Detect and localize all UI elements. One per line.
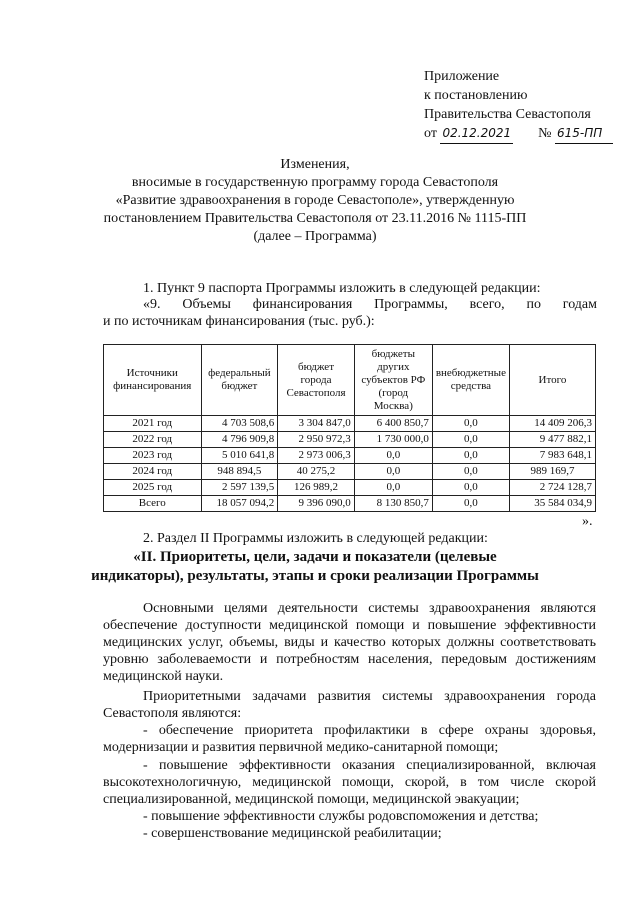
table-cell: 2 597 139,5 (201, 480, 278, 496)
table-cell: 2023 год (104, 448, 202, 464)
table-cell: 9 396 090,0 (278, 496, 355, 512)
section-heading-line-2: индикаторы), результаты, этапы и сроки реализации Программы (91, 568, 539, 584)
table-header-row (104, 345, 596, 416)
table-cell: 2025 год (104, 480, 202, 496)
appendix-date-line (424, 124, 613, 144)
table-row (104, 464, 596, 480)
table-cell: 4 703 508,6 (201, 416, 278, 432)
table-cell: 2022 год (104, 432, 202, 448)
table-cell: 8 130 850,7 (354, 496, 432, 512)
table-cell: 2 973 006,3 (278, 448, 355, 464)
title-line-3: «Развитие здравоохранения в городе Севастополе», утвержденную (115, 193, 515, 208)
document-title (0, 156, 630, 246)
number-prefix: № (538, 126, 552, 141)
bullet-item: - совершенствование медицинской реабилитации; (143, 826, 442, 841)
header-sources: Источники финансирования (104, 345, 202, 416)
appendix-line-1: Приложение (424, 69, 500, 84)
table-cell: 7 983 648,1 (509, 448, 595, 464)
title-line-5: (далее – Программа) (253, 229, 377, 244)
bullet-item: - повышение эффективности службы родовспоможения и детства; (143, 809, 539, 824)
section-heading (0, 548, 630, 586)
table-cell: 0,0 (432, 480, 509, 496)
title-line-4: постановлением Правительства Севастополя от 23.11.2016 № 1115-ПП (103, 211, 527, 226)
header-total: Итого (509, 345, 595, 416)
table-cell: Всего (104, 496, 202, 512)
table-cell: 989 169,7 (509, 464, 595, 480)
header-extrabudget: внебюджетные средства (432, 345, 509, 416)
table-cell: 3 304 847,0 (278, 416, 355, 432)
table-cell: 0,0 (432, 496, 509, 512)
table-cell: 0,0 (432, 416, 509, 432)
financing-table (103, 344, 596, 512)
header-federal: федеральный бюджет (201, 345, 278, 416)
paragraph-tasks: Приоритетными задачами развития системы здравоохранения города Севастополя являются: (103, 689, 596, 721)
handwritten-date: 02.12.2021 (440, 124, 513, 144)
table-cell: 2021 год (104, 416, 202, 432)
table-cell: 2024 год (104, 464, 202, 480)
date-prefix: от (424, 126, 437, 141)
table-row (104, 432, 596, 448)
title-line-1: Изменения, (280, 157, 350, 172)
table-cell: 2 724 128,7 (509, 480, 595, 496)
table-cell: 0,0 (354, 480, 432, 496)
header-other-regions: бюджеты других субъектов РФ (город Москва) (354, 345, 432, 416)
table-cell: 1 730 000,0 (354, 432, 432, 448)
quote-close: ». (582, 514, 593, 529)
table-cell: 0,0 (432, 432, 509, 448)
table-cell: 126 989,2 (278, 480, 355, 496)
bullet-item: - обеспечение приоритета профилактики в сфере охраны здоровья, модернизации и развития первичной медико-санитарной помощи; (103, 723, 596, 755)
item-2-text: 2. Раздел II Программы изложить в следующей редакции: (143, 531, 488, 546)
table-cell: 14 409 206,3 (509, 416, 595, 432)
table-cell: 948 894,5 (201, 464, 278, 480)
table-cell: 9 477 882,1 (509, 432, 595, 448)
table-cell: 40 275,2 (278, 464, 355, 480)
appendix-block (424, 67, 613, 144)
handwritten-number: 615-ПП (555, 124, 613, 144)
bullet-item: - повышение эффективности оказания специализированной, включая высокотехнологичную, медицинской помощи, скорой, в том числе скорой специализированной, медицинской помощи, медицинской эвакуации; (103, 758, 596, 807)
table-cell: 0,0 (354, 464, 432, 480)
appendix-line-3: Правительства Севастополя (424, 107, 591, 122)
appendix-line-2: к постановлению (424, 88, 528, 103)
paragraph-goals: Основными целями деятельности системы здравоохранения являются обеспечение доступности медицинской помощи и повышение эффективности медицинских услуг, объемы, виды и качество которых должны соответствовать уровню заболеваемости и потребностям населения, передовым достижениям медицинской науки. (103, 601, 596, 684)
table-row (104, 448, 596, 464)
table-row (104, 416, 596, 432)
table-cell: 4 796 909,8 (201, 432, 278, 448)
table-cell: 2 950 972,3 (278, 432, 355, 448)
quote-9-line-2: и по источникам финансирования (тыс. руб.): (103, 314, 375, 329)
table-cell: 5 010 641,8 (201, 448, 278, 464)
table-cell: 18 057 094,2 (201, 496, 278, 512)
section-heading-line-1: «II. Приоритеты, цели, задачи и показатели (целевые (133, 549, 497, 565)
table-cell: 0,0 (432, 448, 509, 464)
quote-9-line-1: «9. Объемы финансирования Программы, всего, по годам (143, 297, 597, 312)
table-cell: 35 584 034,9 (509, 496, 595, 512)
table-cell: 0,0 (354, 448, 432, 464)
item-1-text: 1. Пункт 9 паспорта Программы изложить в следующей редакции: (143, 281, 541, 296)
header-city: бюджет города Севастополя (278, 345, 355, 416)
title-line-2: вносимые в государственную программу города Севастополя (131, 175, 499, 190)
table-cell: 0,0 (432, 464, 509, 480)
table-row (104, 480, 596, 496)
table-row-total (104, 496, 596, 512)
table-cell: 6 400 850,7 (354, 416, 432, 432)
